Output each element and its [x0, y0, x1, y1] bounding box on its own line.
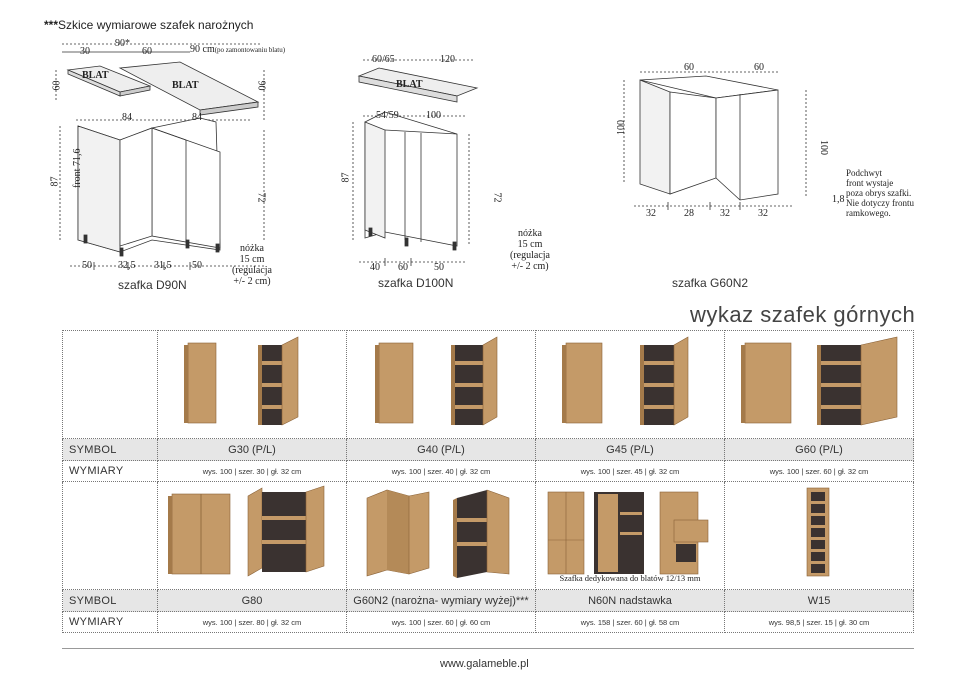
d90n-blat-right: BLAT — [172, 80, 199, 91]
g60-dims: wys. 100 | szer. 60 | gł. 32 cm — [725, 461, 914, 482]
g60n2-dim-b32b: 32 — [720, 208, 730, 219]
g60-image — [725, 331, 914, 435]
g60n2-dim-60b: 60 — [754, 62, 764, 73]
g60n2-dim-18: 1,8 — [832, 194, 845, 205]
d90n-dim-90: 90* — [115, 38, 130, 49]
d100n-dim-b60: 60 — [398, 262, 408, 273]
g40-symbol: G40 (P/L) — [347, 439, 536, 461]
d100n-dim-120: 120 — [440, 54, 455, 65]
g60n2-dim-60a: 60 — [684, 62, 694, 73]
d100n-dim-100: 100 — [426, 110, 441, 121]
d100n-dim-b40: 40 — [370, 262, 380, 273]
d90n-dim-side-60: 60 — [51, 80, 63, 91]
g45-image — [536, 331, 725, 435]
d100n-dim-5459: 54/59 — [376, 110, 399, 121]
n60n-dims: wys. 158 | szer. 60 | gł. 58 cm — [536, 612, 725, 633]
d100n-label: szafka D100N — [378, 276, 454, 290]
g30-image — [158, 331, 347, 435]
g60n2-dim-b32a: 32 — [646, 208, 656, 219]
g60-image-cell — [725, 331, 914, 439]
g30-image-cell — [158, 331, 347, 439]
d90n-dim-side-90: 90 — [255, 80, 267, 91]
g60n2-dim-b32c: 32 — [758, 208, 768, 219]
g60n2-dim-100a: 100 — [616, 120, 627, 135]
empty-cell — [63, 331, 158, 439]
w15-image — [725, 482, 914, 586]
empty-cell — [63, 482, 158, 590]
d90n-blat-left: BLAT — [82, 70, 109, 81]
g60n2-dim-b28: 28 — [684, 208, 694, 219]
g60n2-dims: wys. 100 | szer. 60 | gł. 60 cm — [347, 612, 536, 633]
g45-symbol: G45 (P/L) — [536, 439, 725, 461]
d90n-foot-note: nóżka 15 cm (regulacja +/- 2 cm) — [232, 243, 272, 287]
d90n-label: szafka D90N — [118, 278, 187, 292]
g30-dims: wys. 100 | szer. 30 | gł. 32 cm — [158, 461, 347, 482]
g60n2-note: Podchwyt front wystaje poza obrys szafki. Nie dotyczy frontu ramkowego. — [846, 168, 914, 218]
d90n-dim-30: 30 — [80, 46, 90, 57]
d90n-dim-b315: 31,5 — [154, 260, 172, 271]
g45-dims: wys. 100 | szer. 45 | gł. 32 cm — [536, 461, 725, 482]
g40-image-cell — [347, 331, 536, 439]
section-title: wykaz szafek górnych — [690, 302, 916, 327]
g80-symbol: G80 — [158, 590, 347, 612]
g60n2-sketch — [610, 58, 840, 228]
g40-image — [347, 331, 536, 435]
n60n-symbol: N60N nadstawka — [536, 590, 725, 612]
footer-url[interactable]: www.galameble.pl — [440, 658, 529, 670]
g60n2-label: szafka G60N2 — [672, 276, 749, 290]
d100n-dim-6065: 60/65 — [372, 54, 395, 65]
d90n-dim-b50a: 50 — [82, 260, 92, 271]
d90n-dim-60: 60 — [142, 46, 152, 57]
w15-symbol: W15 — [725, 590, 914, 612]
d100n-sketch — [345, 50, 520, 275]
d90n-dim-90cm: 90 cm(po zamontowaniu blatu) — [190, 44, 286, 55]
symbol-label: SYMBOL — [63, 590, 158, 612]
d90n-dim-84a: 84 — [122, 112, 132, 123]
d90n-dim-87: 87 — [49, 176, 61, 187]
g60n2-symbol: G60N2 (narożna- wymiary wyżej)*** — [347, 590, 536, 612]
w15-dims: wys. 98,5 | szer. 15 | gł. 30 cm — [725, 612, 914, 633]
wymiary-label: WYMIARY — [63, 612, 158, 633]
d90n-dim-b325: 32,5 — [118, 260, 136, 271]
cabinet-catalog-table — [62, 330, 914, 633]
d90n-dim-b50b: 50 — [192, 260, 202, 271]
g60n2-dim-100b: 100 — [818, 140, 829, 155]
d90n-front: front 71,6 — [72, 148, 83, 188]
g40-dims: wys. 100 | szer. 40 | gł. 32 cm — [347, 461, 536, 482]
g60n2-image — [347, 482, 536, 586]
g80-image-cell — [158, 482, 347, 590]
d100n-dim-b50: 50 — [434, 262, 444, 273]
n60n-caption: Szafka dedykowana do blatów 12/13 mm — [559, 573, 701, 583]
footer-divider — [62, 648, 914, 649]
symbol-label: SYMBOL — [63, 439, 158, 461]
d100n-dim-87: 87 — [340, 172, 352, 183]
d100n-dim-72: 72 — [491, 192, 503, 203]
g60n2-image-cell — [347, 482, 536, 590]
w15-image-cell — [725, 482, 914, 590]
n60n-image-cell — [536, 482, 725, 590]
d90n-dim-72: 72 — [255, 192, 267, 203]
g80-dims: wys. 100 | szer. 80 | gł. 32 cm — [158, 612, 347, 633]
wymiary-label: WYMIARY — [63, 461, 158, 482]
g80-image — [158, 482, 347, 586]
sketch-heading: ***Szkice wymiarowe szafek narożnych — [44, 18, 254, 32]
g45-image-cell — [536, 331, 725, 439]
d90n-dim-84b: 84 — [192, 112, 202, 123]
d100n-blat: BLAT — [396, 79, 423, 90]
d100n-foot-note: nóżka 15 cm (regulacja +/- 2 cm) — [510, 228, 550, 272]
g60-symbol: G60 (P/L) — [725, 439, 914, 461]
g30-symbol: G30 (P/L) — [158, 439, 347, 461]
